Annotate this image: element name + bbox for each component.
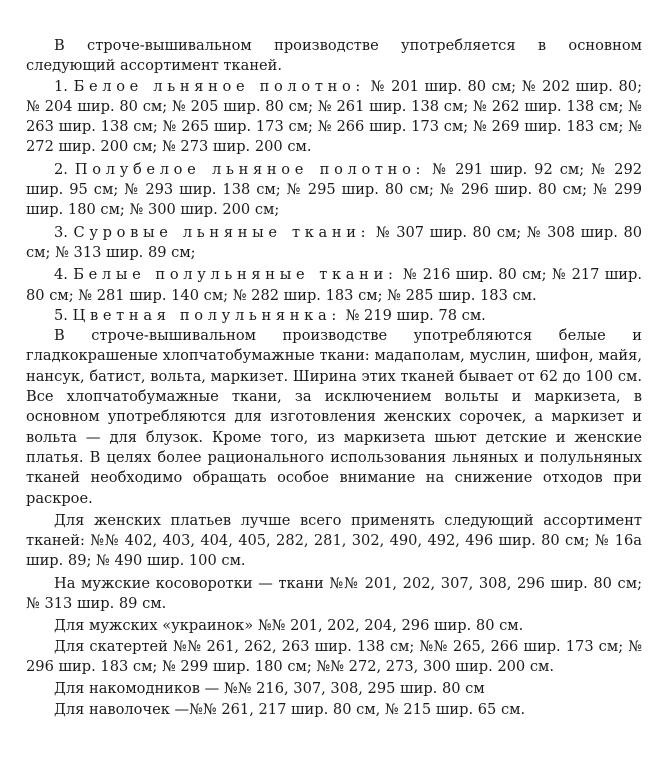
item-text: № 219 шир. 78 см. (345, 306, 486, 324)
fabric-item-2 (26, 160, 642, 221)
fabric-item-1 (26, 77, 642, 158)
document-page (26, 36, 642, 720)
recommendation-ukrainian-shirts: Для мужских «украинок» №№ 201, 202, 204, 296 шир. 80 см. (54, 617, 524, 635)
item-name: Белые полульняные ткани: (73, 266, 398, 284)
item-text: № 216 шир. 80 см; № 217 шир. 80 см; № 281 шир. 140 см; № 282 шир. 183 см; № 285 шир. 183 см. (26, 266, 642, 304)
recommendation-pillowcases: Для наволочек —№№ 261, 217 шир. 80 см, № 215 шир. 65 см. (54, 700, 526, 718)
item-number: 5. (54, 306, 68, 324)
item-number: 1. (54, 77, 68, 95)
item-name: Цветная полульнянка: (72, 306, 341, 324)
recommendation-tablecloths: Для скатертей №№ 261, 262, 263 шир. 138 см; №№ 265, 266 шир. 173 см; № 296 шир. 183 см; № 299 шир. 180 см; №№ 272, 273, 300 шир. 200 см. (26, 637, 642, 675)
item-name: Белое льняное полотно: (73, 77, 366, 95)
cotton-paragraph: В строче-вышивальном производстве употребляются белые и гладкокрашеные хлопчатобумажные ткани: мадаполам, муслин, шифон, майя, нансук, батист, вольта, маркизет. Ширина этих тканей бывает от 62 до 100 см. Все хлопчатобумажные ткани, за исключением вольты и маркизета, в основном употребляются для изготовления женских сорочек, а маркизет и вольта — для блузок. Кроме того, из маркизета шьют детские и женские платья. В целях более рационального использования льняных и полульняных тканей необходимо обращать особое внимание на снижение отходов при раскрое. (26, 327, 642, 507)
recommendation-dresser-covers: Для накомодников — №№ 216, 307, 308, 295 шир. 80 см (54, 680, 485, 698)
item-name: Полубелое льняное полотно: (74, 160, 426, 178)
item-text: № 307 шир. 80 см; № 308 шир. 80 см; № 313 шир. 89 см; (26, 223, 643, 261)
item-text: № 201 шир. 80 см; № 202 шир. 80; № 204 шир. 80 см; № 205 шир. 80 см; № 261 шир. 138 см; № 262 шир. 138 см; № 263 шир. 138 см; № 265 шир. 173 см; № 266 шир. 173 см; № 269 шир. 183 см; № 272 шир. 200 см; № 273 шир. 200 см. (26, 77, 642, 156)
item-text: № 291 шир. 92 см; № 292 шир. 95 см; № 293 шир. 138 см; № 295 шир. 80 см; № 296 шир. 80 см; № 299 шир. 180 см; № 300 шир. 200 см; (26, 160, 643, 219)
fabric-item-5 (26, 306, 642, 326)
item-name: Суровые льняные ткани: (73, 223, 371, 241)
recommendation-women-dresses: Для женских платьев лучше всего применять следующий ассортимент тканей: №№ 402, 403, 404, 405, 282, 281, 302, 490, 492, 496 шир. 80 см; № 16а шир. 89; № 490 шир. 100 см. (26, 511, 642, 570)
item-number: 4. (54, 266, 68, 284)
recommendation-men-shirts: На мужские косоворотки — ткани №№ 201, 202, 307, 308, 296 шир. 80 см; № 313 шир. 89 см. (26, 574, 642, 613)
item-number: 3. (54, 223, 68, 241)
fabric-item-4 (26, 265, 642, 306)
intro-paragraph: В строче-вышивальном производстве употребляется в основном следующий ассортимент тканей. (26, 37, 642, 75)
fabric-item-3 (26, 223, 642, 264)
item-number: 2. (54, 160, 68, 178)
